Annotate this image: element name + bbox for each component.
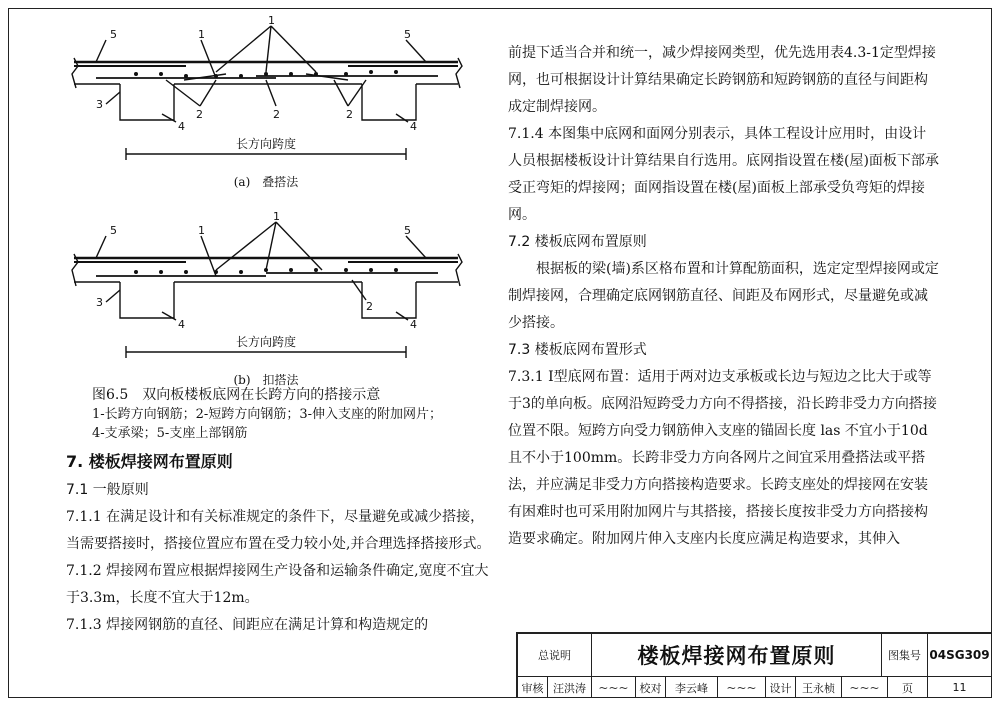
- review-name: 汪洪涛: [548, 677, 592, 698]
- title-block-signature-row: [518, 677, 992, 698]
- atlas-number: 04SG309: [928, 634, 992, 676]
- section-7-2-heading: 7.2 楼板底网布置原则: [508, 234, 647, 250]
- check-label: 校对: [636, 677, 666, 698]
- design-name: 王永桢: [796, 677, 842, 698]
- sheet-title: 楼板焊接网布置原则: [592, 634, 882, 676]
- diagram-buckle-method: [66, 210, 466, 388]
- caption-b: (b) 扣搭法: [233, 373, 299, 387]
- check-name: 李云峰: [666, 677, 718, 698]
- span-label-b: 长方向跨度: [235, 335, 297, 349]
- category-cell: 总说明: [518, 634, 592, 676]
- clause-7-3-1: 7.3.1 Ⅰ型底网布置：适用于两对边支承板或长边与短边之比大于或等于3的单向板。底网沿短跨受力方向不得搭接，沿长跨非受力方向搭接位置不限。短跨方向受力钢筋伸入支座的锚固长度 las 不宜小于10d且不小于100mm。长跨非受力方向各网片之间宜采用叠搭法或平搭法，并应满足非受力方向搭接构造要求。长跨支座处的焊接网在安装有困难时也可采用附加网片与其搭接，搭接长度按非受力方向搭接构造要求确定。附加网片伸入支座内长度应满足构造要求，其伸入: [508, 369, 937, 547]
- title-block-main-row: [518, 634, 992, 677]
- marker-2a: 2: [196, 108, 203, 121]
- marker-3: 3: [96, 98, 103, 111]
- atlas-label: 图集号: [882, 634, 928, 676]
- marker-3-b: 3: [96, 296, 103, 309]
- clause-7-1-2: 7.1.2 焊接网布置应根据焊接网生产设备和运输条件确定,宽度不宜大于3.3m，长度不宜大于12m。: [66, 563, 489, 606]
- section-7-3-heading: 7.3 楼板底网布置形式: [508, 342, 647, 358]
- marker-2-b: 2: [366, 300, 373, 313]
- marker-1-left-b: 1: [198, 224, 205, 237]
- figure-legend-line2: 4-支承梁；5-支座上部钢筋: [92, 426, 248, 441]
- caption-a: (a) 叠搭法: [233, 175, 299, 189]
- review-signature: ~~~: [592, 677, 636, 698]
- clause-7-1-4: 7.1.4 本图集中底网和面网分别表示，具体工程设计应用时，由设计人员根据楼板设计计算结果自行选用。底网指设置在楼(屋)面板下部承受正弯矩的焊接网；面网指设置在楼(屋)面板上部承受负弯矩的焊接网。: [508, 126, 939, 223]
- design-signature: ~~~: [842, 677, 888, 698]
- marker-2b: 2: [273, 108, 280, 121]
- marker-1-left: 1: [198, 28, 205, 41]
- marker-4-right-b: 4: [410, 318, 417, 331]
- marker-5-left: 5: [110, 28, 117, 41]
- marker-1: 1: [268, 14, 275, 27]
- figure-legend-line1: 1-长跨方向钢筋；2-短跨方向钢筋；3-伸入支座的附加网片；: [92, 407, 442, 422]
- right-column: [508, 40, 940, 553]
- marker-4-right: 4: [410, 120, 417, 133]
- design-label: 设计: [766, 677, 796, 698]
- left-column: [66, 14, 496, 639]
- section-7-heading: 7. 楼板焊接网布置原则: [66, 452, 233, 471]
- figure-title: 图6.5 双向板楼板底网在长跨方向的搭接示意: [92, 387, 381, 403]
- marker-5-right-b: 5: [404, 224, 411, 237]
- marker-5-left-b: 5: [110, 224, 117, 237]
- title-block: [516, 632, 992, 698]
- span-label-a: 长方向跨度: [235, 137, 297, 151]
- section-7-2-text: 根据板的梁(墙)系区格布置和计算配筋面积，选定定型焊接网或定制焊接网，合理确定底网钢筋直径、间距及布网形式，尽量避免或减少搭接。: [508, 261, 939, 331]
- clause-7-1-3-start: 7.1.3 焊接网钢筋的直径、间距应在满足计算和构造规定的: [66, 617, 429, 633]
- page-number: 11: [928, 677, 992, 698]
- page-label: 页: [888, 677, 928, 698]
- marker-5-right: 5: [404, 28, 411, 41]
- clause-7-1-1: 7.1.1 在满足设计和有关标准规定的条件下，尽量避免或减少搭接，当需要搭接时，搭接位置应布置在受力较小处,并合理选择搭接形式。: [66, 509, 491, 552]
- marker-4-left-b: 4: [178, 318, 185, 331]
- review-label: 审核: [518, 677, 548, 698]
- marker-1-b: 1: [273, 210, 280, 223]
- clause-7-1-3-continued: 前提下适当合并和统一，减少焊接网类型，优先选用表4.3-1定型焊接网，也可根据设计计算结果确定长跨钢筋和短跨钢筋的直径与间距构成定制焊接网。: [508, 45, 936, 115]
- section-7-1-heading: 7.1 一般原则: [66, 482, 149, 498]
- marker-2c: 2: [346, 108, 353, 121]
- diagram-lap-method: [66, 14, 466, 192]
- marker-4-left: 4: [178, 120, 185, 133]
- check-signature: ~~~: [718, 677, 766, 698]
- figure-caption-block: [92, 386, 496, 443]
